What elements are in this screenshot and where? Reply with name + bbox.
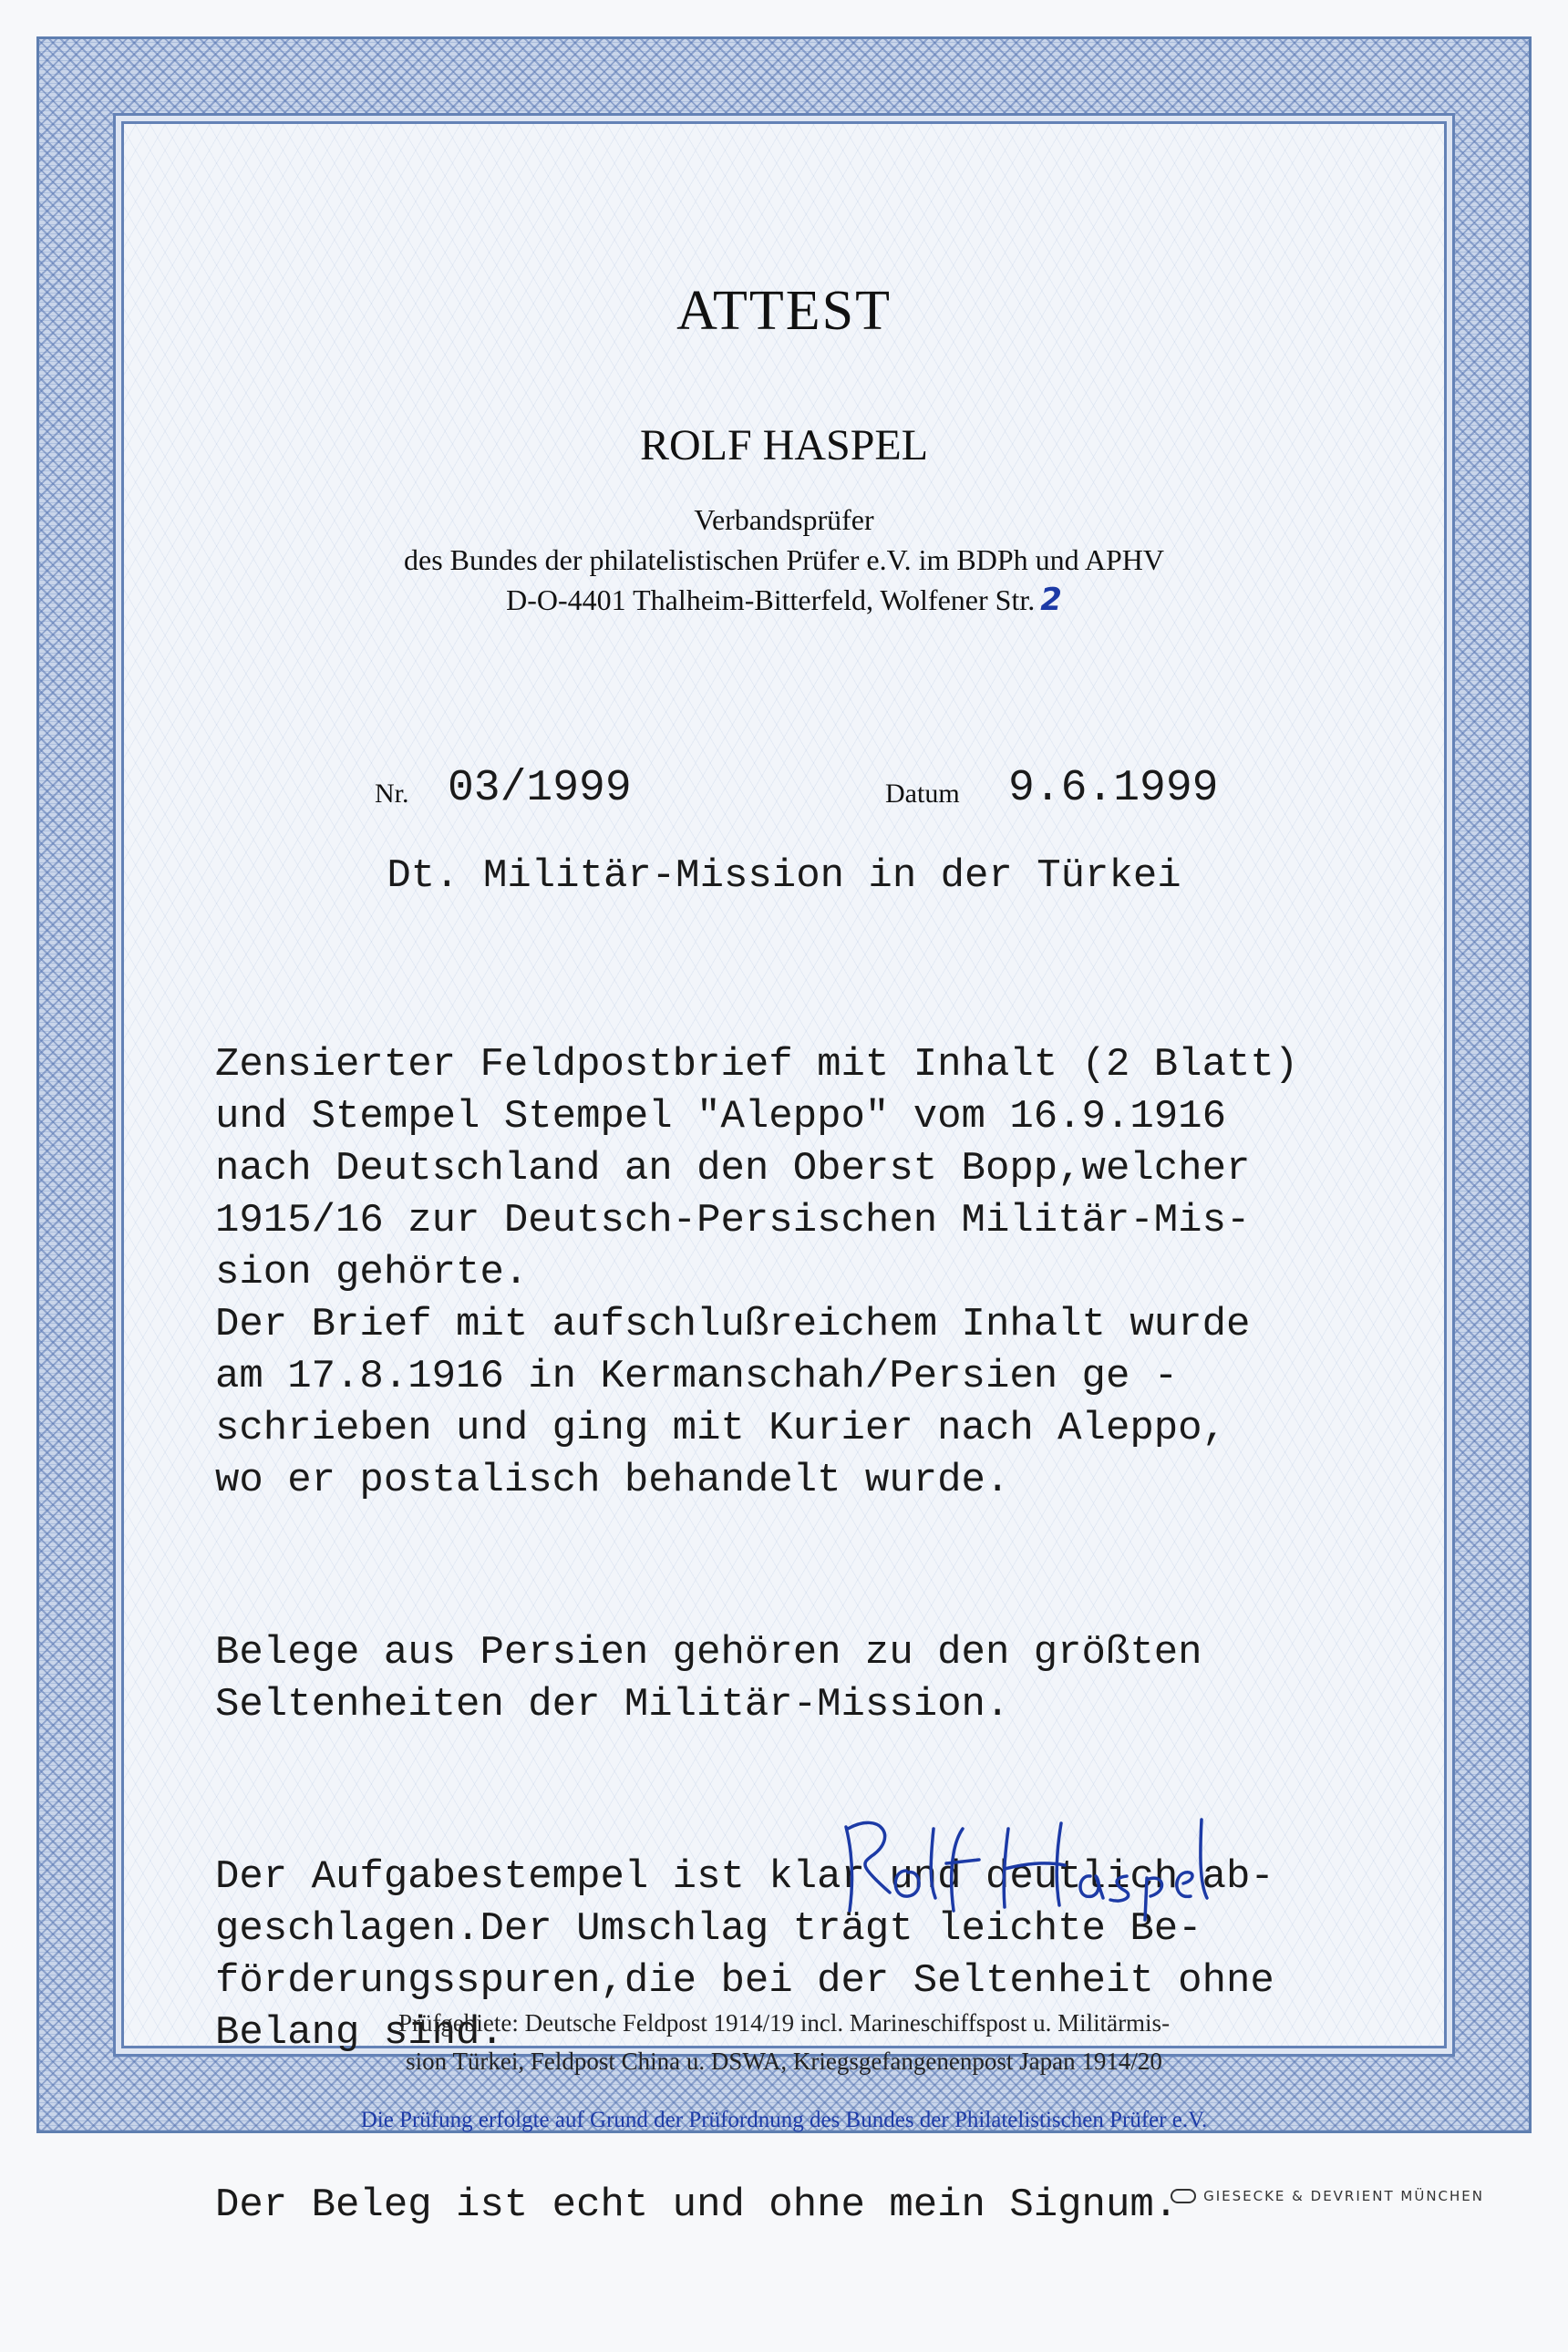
- certificate-subject: Dt. Militär-Mission in der Türkei: [387, 853, 1181, 899]
- number-label: Nr.: [375, 779, 409, 809]
- printer-imprint: [1171, 2188, 1484, 2204]
- certificate-number: 03/1999: [448, 764, 632, 813]
- printer-logo-icon: [1171, 2189, 1196, 2203]
- certificate-body: [215, 935, 1528, 2352]
- examiner-name: ROLF HASPEL: [639, 421, 929, 469]
- body-paragraph-rarity: Belege aus Persien gehören zu den größten Seltenheiten der Militär-Mission.: [215, 1630, 1202, 1728]
- examiner-address-line: [124, 580, 1444, 620]
- body-paragraph-verdict: Der Beleg ist echt und ohne mein Signum.: [215, 2182, 1179, 2228]
- handwritten-house-number: 2: [1040, 582, 1062, 618]
- body-paragraph-description: Zensierter Feldpostbrief mit Inhalt (2 Blatt) und Stempel Stempel "Aleppo" vom 16.9.1916 nach Deutschland an den Oberst Bopp,welcher 1915/16 zur Deutsch-Persischen Militär-Mis- sion gehörte. Der Brief mit aufschlußreichem Inhalt wurde am 17.8.1916 in Kermanschah/Persien ge - schrieben und ging mit Kurier nach Aleppo, wo er postalisch behandelt wurde.: [215, 1042, 1299, 1503]
- examiner-association-line: des Bundes der philatelistischen Prüfer e.V. im BDPh und APHV: [403, 543, 1164, 576]
- examiner-signature: [826, 1792, 1209, 1929]
- certificate-title: ATTEST: [676, 280, 892, 342]
- scope-line-1: Prüfgebiete: Deutsche Feldpost 1914/19 incl. Marineschiffspost u. Militärmis-: [397, 2009, 1171, 2037]
- examination-regulation-note: Die Prüfung erfolgte auf Grund der Prüfordnung des Bundes der Philatelistischen Prüfer e.V.: [360, 2108, 1208, 2132]
- printer-name: GIESECKE & DEVRIENT MÜNCHEN: [1203, 2188, 1484, 2204]
- examiner-role-line: Verbandsprüfer: [694, 503, 874, 536]
- examiner-credentials: [124, 500, 1444, 620]
- reference-row: [124, 762, 1444, 817]
- body-paragraph-condition: Der Aufgabestempel ist klar und deutlich ab- geschlagen.Der Umschlag trägt leichte Be- förderungsspuren,die bei der Seltenheit ohne Belang sind.: [215, 1854, 1274, 2056]
- scope-line-2: sion Türkei, Feldpost China u. DSWA, Kriegsgefangenenpost Japan 1914/20: [406, 2048, 1162, 2075]
- date-label: Datum: [885, 779, 960, 809]
- examiner-address: D-O-4401 Thalheim-Bitterfeld, Wolfener Str.: [506, 583, 1036, 616]
- certificate-date: 9.6.1999: [1008, 764, 1219, 813]
- examination-scope: [124, 2004, 1444, 2080]
